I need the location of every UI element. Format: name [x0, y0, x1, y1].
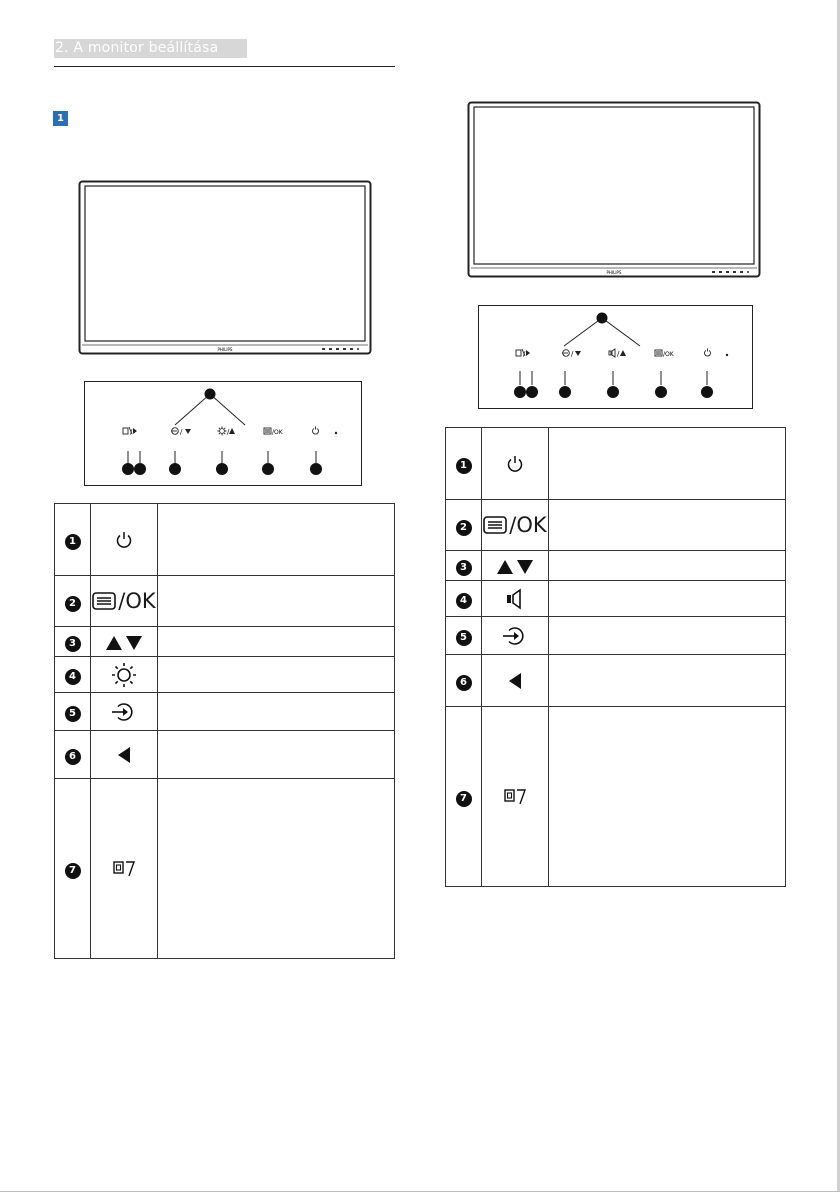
ok-label: /OK [118, 588, 156, 613]
up-down-arrows-icon [104, 635, 144, 651]
ok-label: /OK [509, 512, 547, 537]
description-cell [158, 627, 395, 657]
table-row [446, 551, 786, 581]
table-row [55, 657, 395, 693]
table-row [446, 428, 786, 500]
smartimage-icon [112, 859, 136, 879]
brand-logo-right: PHILIPS [606, 270, 622, 275]
input-icon [502, 625, 528, 647]
controls-table-right [445, 427, 786, 887]
description-cell [549, 428, 786, 500]
svg-text:/: / [180, 428, 183, 436]
controls-table-left [54, 503, 395, 959]
row-number: 1 [65, 534, 81, 550]
ok-label-left-panel: /OK [272, 429, 283, 436]
row-number: 6 [65, 749, 81, 765]
smartimage-icon [503, 787, 527, 807]
table-row [55, 779, 395, 959]
power-icon [114, 530, 134, 550]
menu-icon [483, 516, 507, 534]
ok-label-right-panel: /OK [663, 351, 674, 358]
control-panel-illustration-right [478, 305, 753, 409]
description-cell [549, 551, 786, 581]
svg-text:/: / [130, 428, 133, 436]
table-row [446, 707, 786, 887]
step-number-badge: 1 [53, 111, 68, 126]
table-row [446, 581, 786, 617]
description-cell [158, 779, 395, 959]
table-row [55, 627, 395, 657]
table-row [55, 731, 395, 779]
table-row [55, 576, 395, 627]
svg-text:/: / [617, 350, 620, 358]
section-title: 2. A monitor beállítása [55, 40, 219, 56]
svg-text:/: / [523, 350, 526, 358]
row-number: 7 [456, 791, 472, 807]
row-number: 4 [65, 669, 81, 685]
menu-icon [92, 592, 116, 610]
svg-text:/: / [571, 350, 574, 358]
description-cell [549, 707, 786, 887]
power-icon [505, 454, 525, 474]
description-cell [549, 655, 786, 707]
table-row [446, 500, 786, 551]
description-cell [158, 693, 395, 731]
brightness-icon [111, 662, 137, 688]
row-number: 3 [65, 636, 81, 652]
monitor-front-illustration-right [467, 101, 763, 279]
marker-3-top-left [205, 389, 216, 400]
marker-3-top-right [597, 313, 608, 324]
description-cell [158, 576, 395, 627]
table-row [55, 693, 395, 731]
table-row [446, 655, 786, 707]
row-number: 7 [65, 863, 81, 879]
row-number: 5 [456, 630, 472, 646]
header-rule [54, 66, 395, 67]
brand-logo-left: PHILIPS [217, 347, 233, 352]
input-icon [111, 701, 137, 723]
up-down-arrows-icon [495, 559, 535, 575]
back-arrow-icon [508, 672, 522, 690]
svg-text:/: / [227, 428, 230, 436]
table-row [446, 617, 786, 655]
description-cell [158, 504, 395, 576]
row-number: 5 [65, 706, 81, 722]
volume-icon [504, 588, 526, 610]
row-number: 6 [456, 675, 472, 691]
row-number: 2 [65, 596, 81, 612]
description-cell [549, 617, 786, 655]
description-cell [158, 731, 395, 779]
monitor-front-illustration-left [78, 180, 374, 356]
row-number: 2 [456, 520, 472, 536]
back-arrow-icon [117, 746, 131, 764]
table-row [55, 504, 395, 576]
description-cell [549, 581, 786, 617]
row-number: 4 [456, 593, 472, 609]
description-cell [549, 500, 786, 551]
row-number: 1 [456, 458, 472, 474]
row-number: 3 [456, 560, 472, 576]
control-panel-illustration-left [84, 381, 362, 486]
description-cell [158, 657, 395, 693]
